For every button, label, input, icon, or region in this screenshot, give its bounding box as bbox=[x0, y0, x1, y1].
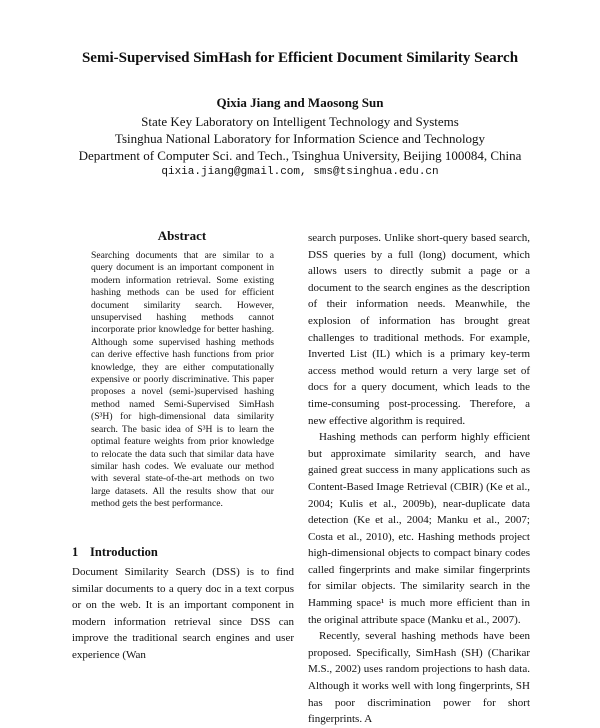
paper-authors: Qixia Jiang and Maosong Sun bbox=[216, 95, 384, 110]
affiliation-line: State Key Laboratory on Intelligent Technology and Systems bbox=[141, 114, 459, 129]
author-emails: qixia.jiang@gmail.com, sms@tsinghua.edu.cn bbox=[161, 166, 439, 178]
abstract-text: Searching documents that are similar to a query document is an important component in modern information retrieval. Some existing hashing methods can be used for efficient document similarity search. However, unsupervised hashing methods cannot incorporate prior knowledge for better hashing. Although some supervised hashing methods can derive effective hash functions from prior knowledge, they are either computationally expensive or poorly discriminative. This paper proposes a novel (semi-)supervised hashing method named Semi-Supervised SimHash (S³H) for high-dimensional data similarity search. The basic idea of S³H is to learn the optimal feature weights from prior knowledge to relocate the data such that similar data have similar hash codes. We evaluate our method with several state-of-the-art methods on two large datasets. All the results show that our method gets the best performance. bbox=[91, 250, 274, 510]
section-title: Introduction bbox=[90, 545, 158, 559]
body-paragraph: Recently, several hashing methods have been proposed. Specifically, SimHash (SH) (Charikar M.S., 2002) uses random projections to hash data. Although it works well with long fingerprints, SH has poor discrimination power for short fingerprints. A bbox=[308, 630, 530, 726]
body-paragraph: search purposes. Unlike short-query based search, DSS queries by a full (long) document, which allows users to directly submit a page or a document to the search engines as the description of their information needs. Meanwhile, the explosion of information has brought great challenges to traditional methods. For example, Inverted List (IL) which is a primary key-term access method would return a very large set of docs for a query document, which leads to the time-consuming post-processing. Therefore, a new effective algorithm is required. bbox=[308, 232, 530, 427]
introduction-text: Document Similarity Search (DSS) is to find similar documents to a query doc in a text corpus or on the web. It is an important component in modern information retrieval since DSS can improve the traditional search engines and user experience (Wan bbox=[72, 566, 294, 661]
section-number: 1 bbox=[72, 545, 79, 559]
paper-title: Semi-Supervised SimHash for Efficient Document Similarity Search bbox=[81, 50, 519, 66]
abstract-heading: Abstract bbox=[157, 228, 207, 243]
section-heading bbox=[72, 545, 292, 560]
body-paragraph: Hashing methods can perform highly efficient but approximate similarity search, and have gained great success in many applications such as Content-Based Image Retrieval (CBIR) (Ke et al., 2004; Kulis et al., 2009b), near-duplicate data detection (Ke et al., 2004; Manku et al., 2007; Costa et al., 2010), etc. Hashing methods project high-dimensional objects to compact binary codes called fingerprints and make similar fingerprints for similar objects. The similarity search in the Hamming space¹ is much more efficient than in the original attribute space (Manku et al., 2007). bbox=[308, 431, 530, 626]
right-column bbox=[308, 230, 530, 728]
affiliation-line: Tsinghua National Laboratory for Information Science and Technology bbox=[114, 131, 486, 146]
affiliation-line: Department of Computer Sci. and Tech., Tsinghua University, Beijing 100084, China bbox=[78, 148, 522, 163]
